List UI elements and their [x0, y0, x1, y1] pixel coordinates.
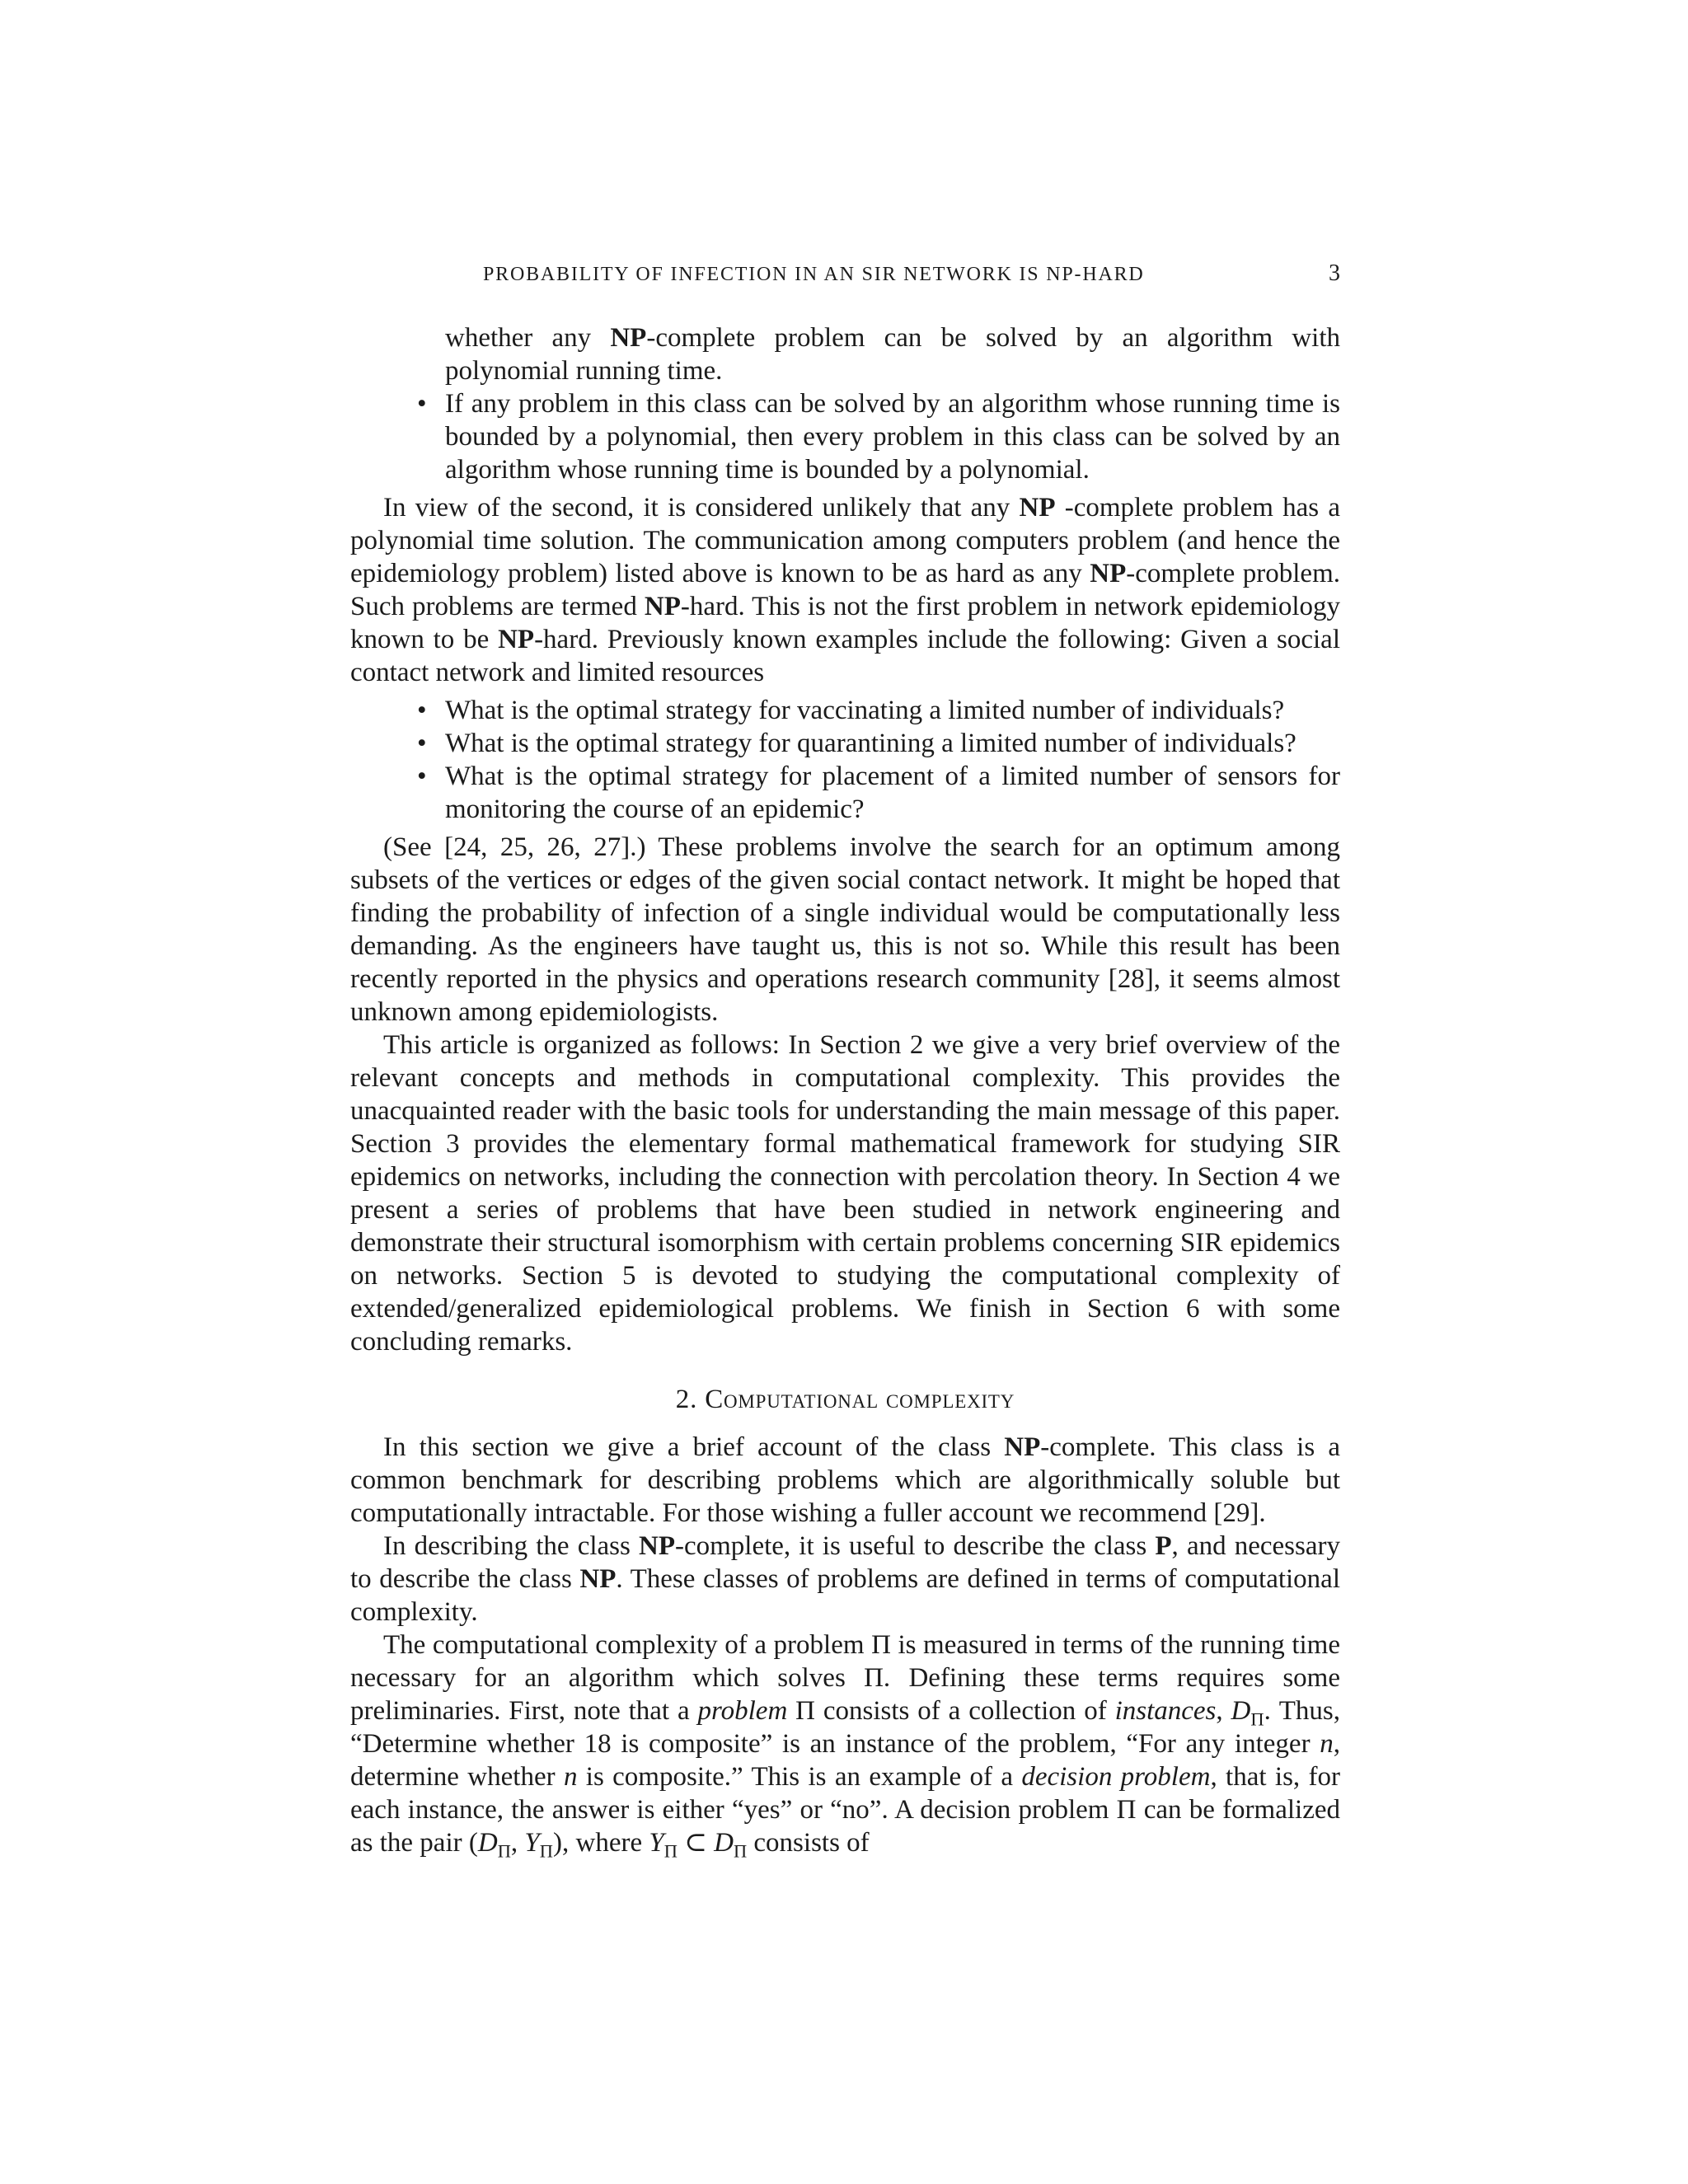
text-run: -complete, it is useful to describe the class [674, 1531, 1156, 1561]
italic-term: D [714, 1828, 734, 1858]
italic-term: n [1320, 1729, 1334, 1759]
text-run: This article is organized as follows: In Section 2 we give a very brief overview of the relevant concepts and methods in computational complexity. This provides the unacquainted reader with the basic tools for understanding the main message of this paper. Section 3 provides the elementary formal mathematical framework for studying SIR epidemics on networks, including the connection with percolation theory. In Section 4 we present a series of problems that have been studied in network engineering and demonstrate their structural isomorphism with certain problems concerning SIR epidemics on networks. Section 5 is devoted to studying the computational complexity of extended/generalized epidemiological problems. We finish in Section 6 with some concluding remarks. [350, 1030, 1340, 1357]
subscript: Π [539, 1840, 553, 1862]
text-run: ), where [553, 1828, 649, 1858]
bullet-item [417, 387, 1340, 486]
bullet-item [417, 694, 1340, 727]
text-run: -complete problem. Such problems are termed [350, 559, 1340, 621]
paragraph [350, 1629, 1340, 1862]
text-run: , and necessary to describe the class [350, 1531, 1340, 1594]
bullet-list [417, 321, 1340, 486]
bold-term: NP [644, 592, 681, 621]
text-run: -hard. This is not the first problem in network epidemiology known to be [350, 592, 1340, 654]
bullet-item [417, 760, 1340, 826]
text-run: (See [24, 25, 26, 27].) These problems involve the search for an optimum among subsets of the vertices or edges of the given social contact network. It might be hoped that finding the probability of infection of a single individual would be computationally less demanding. As the engineers have taught us, this is not so. While this result has been recently reported in the physics and operations research community [28], it seems almost unknown among epidemiologists. [350, 832, 1340, 1027]
text-run: . Thus, “Determine whether 18 is composite” is an instance of the problem, “For any integer [350, 1696, 1340, 1759]
text-run: If any problem in this class can be solved by an algorithm whose running time is bounded by a polynomial, then every problem in this class can be solved by an algorithm whose running time is bounded by a polynomial. [445, 389, 1340, 485]
italic-term: instances [1114, 1696, 1217, 1726]
bold-term: NP [579, 1564, 617, 1594]
bullet-icon: • [417, 762, 427, 791]
bold-term: NP [638, 1531, 675, 1561]
italic-term: decision problem [1021, 1762, 1211, 1792]
text-run: is composite.” This is an example of a [577, 1762, 1022, 1792]
paragraph [350, 1029, 1340, 1358]
text-run: 2. Computational complexity [675, 1385, 1015, 1414]
section-heading [350, 1383, 1340, 1416]
italic-term: n [563, 1762, 578, 1792]
text-run: What is the optimal strategy for quarantining a limited number of individuals? [445, 729, 1296, 758]
text-run: , [510, 1828, 525, 1858]
text-run: , determine whether [350, 1729, 1340, 1792]
text-run: -hard. Previously known examples include the following: Given a social contact network and limited resources [350, 625, 1340, 687]
paragraph [350, 831, 1340, 1029]
bold-term: NP [498, 625, 535, 654]
subscript: Π [733, 1840, 748, 1862]
text-run: In view of the second, it is considered unlikely that any [383, 493, 1020, 523]
subscript: Π [663, 1840, 678, 1862]
body-text [350, 321, 1341, 1862]
italic-term: Y [524, 1828, 540, 1858]
running-head [350, 260, 1340, 293]
bullet-icon: • [417, 696, 427, 725]
text-run: -complete problem has a polynomial time solution. The communication among computers problem (and hence the epidemiology problem) listed above is known to be as hard as any [350, 493, 1340, 588]
bold-term: P [1155, 1531, 1172, 1561]
italic-term: D [477, 1828, 498, 1858]
subscript: Π [497, 1840, 511, 1862]
bold-term: NP [1019, 493, 1056, 523]
text-run: Π consists of a collection of [787, 1696, 1115, 1726]
paragraph [350, 491, 1340, 689]
bullet-icon: • [417, 729, 427, 758]
text-run: In describing the class [383, 1531, 639, 1561]
text-run: , that is, for each instance, the answer is either “yes” or “no”. A decision problem Π can be formalized as the pair ( [350, 1762, 1340, 1858]
bullet-icon: • [417, 389, 427, 419]
bold-term: NP [1004, 1432, 1041, 1462]
italic-term: Y [649, 1828, 664, 1858]
text-run: The computational complexity of a problem Π is measured in terms of the running time necessary for an algorithm which solves Π. Defining these terms requires some preliminaries. First, note that a [350, 1630, 1340, 1726]
text-run: consists of [747, 1828, 870, 1858]
subscript: Π [1250, 1708, 1264, 1730]
bold-term: NP [610, 323, 647, 353]
bullet-list [417, 694, 1340, 826]
text-run: -complete problem can be solved by an algorithm with polynomial running time. [445, 323, 1340, 386]
page-number: 3 [1329, 260, 1340, 286]
italic-term: problem [697, 1696, 788, 1726]
bullet-item-continued [445, 321, 1340, 387]
text-run: In this section we give a brief account of the class [383, 1432, 1005, 1462]
paragraph [350, 1431, 1340, 1530]
paragraph [350, 1530, 1340, 1629]
text-run: . These classes of problems are defined in terms of computational complexity. [350, 1564, 1340, 1627]
text-run: What is the optimal strategy for placement of a limited number of sensors for monitoring the course of an epidemic? [445, 762, 1340, 824]
text-run: whether any [445, 323, 611, 353]
bold-term: NP [1090, 559, 1127, 588]
bullet-item [417, 727, 1340, 760]
text-run: What is the optimal strategy for vaccinating a limited number of individuals? [445, 696, 1285, 725]
italic-term: D [1231, 1696, 1251, 1726]
text-run: , [1216, 1696, 1231, 1726]
running-title: PROBABILITY OF INFECTION IN AN SIR NETWORK IS NP-HARD [483, 264, 1145, 285]
text-run: -complete. This class is a common benchmark for describing problems which are algorithmically soluble but computationally intractable. For those wishing a fuller account we recommend [29]. [350, 1432, 1341, 1528]
text-run: ⊂ [677, 1828, 715, 1858]
